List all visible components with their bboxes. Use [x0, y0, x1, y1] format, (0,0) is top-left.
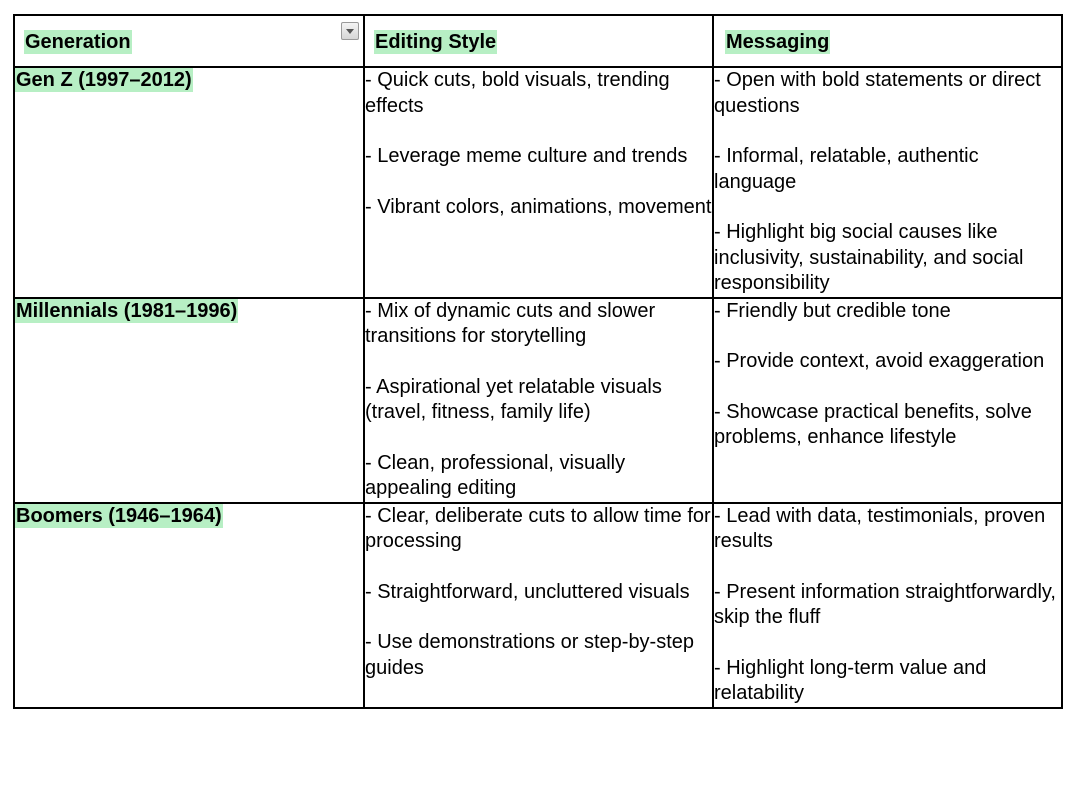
- messaging-bullet: - Highlight big social causes like inclusivity, sustainability, and social responsibility: [714, 221, 1024, 294]
- generation-cell: [14, 503, 364, 708]
- generation-label: Millennials (1981–1996): [16, 299, 238, 322]
- editing-bullet: - Mix of dynamic cuts and slower transitions for storytelling: [365, 299, 656, 347]
- editing-bullet: - Use demonstrations or step-by-step guides: [365, 631, 695, 679]
- messaging-bullet: - Provide context, avoid exaggeration: [714, 350, 1045, 372]
- editing-style-cell: [364, 503, 713, 708]
- table-row: [14, 503, 1062, 708]
- messaging-bullet: - Showcase practical benefits, solve problems, enhance lifestyle: [714, 400, 1032, 448]
- editing-style-cell: [364, 298, 713, 503]
- messaging-cell: [713, 67, 1062, 298]
- filter-dropdown-button[interactable]: [341, 22, 359, 40]
- editing-bullet: - Quick cuts, bold visuals, trending effects: [365, 69, 670, 117]
- table-row: [14, 67, 1062, 298]
- chevron-down-icon: [346, 29, 354, 34]
- messaging-bullet: - Open with bold statements or direct questions: [714, 69, 1041, 117]
- header-cell-messaging: [713, 15, 1062, 67]
- editing-bullet: - Vibrant colors, animations, movement: [365, 195, 712, 218]
- generation-cell: [14, 67, 364, 298]
- generation-table: [13, 14, 1063, 709]
- header-row: [14, 15, 1062, 67]
- editing-bullet: - Straightforward, uncluttered visuals: [365, 580, 690, 603]
- editing-bullet: - Clean, professional, visually appealing editing: [365, 451, 626, 499]
- editing-bullet: - Clear, deliberate cuts to allow time for processing: [365, 504, 711, 552]
- table-row: [14, 298, 1062, 503]
- messaging-bullet: - Lead with data, testimonials, proven results: [714, 504, 1046, 552]
- editing-bullet: - Leverage meme culture and trends: [365, 145, 688, 167]
- header-generation: Generation: [25, 31, 131, 53]
- messaging-bullet: - Friendly but credible tone: [714, 299, 951, 322]
- header-messaging: Messaging: [726, 31, 830, 53]
- messaging-bullet: - Informal, relatable, authentic language: [714, 145, 979, 193]
- editing-bullet: - Aspirational yet relatable visuals (travel, fitness, family life): [365, 375, 662, 423]
- header-cell-generation: [14, 15, 364, 67]
- header-editing-style: Editing Style: [375, 31, 497, 53]
- generation-label: Boomers (1946–1964): [16, 504, 222, 527]
- header-cell-editing-style: [364, 15, 713, 67]
- generation-cell: [14, 298, 364, 503]
- messaging-cell: [713, 503, 1062, 708]
- generation-label: Gen Z (1997–2012): [16, 69, 192, 91]
- editing-style-cell: [364, 67, 713, 298]
- messaging-bullet: - Highlight long-term value and relatability: [714, 656, 987, 704]
- messaging-bullet: - Present information straightforwardly, skip the fluff: [714, 580, 1056, 628]
- messaging-cell: [713, 298, 1062, 503]
